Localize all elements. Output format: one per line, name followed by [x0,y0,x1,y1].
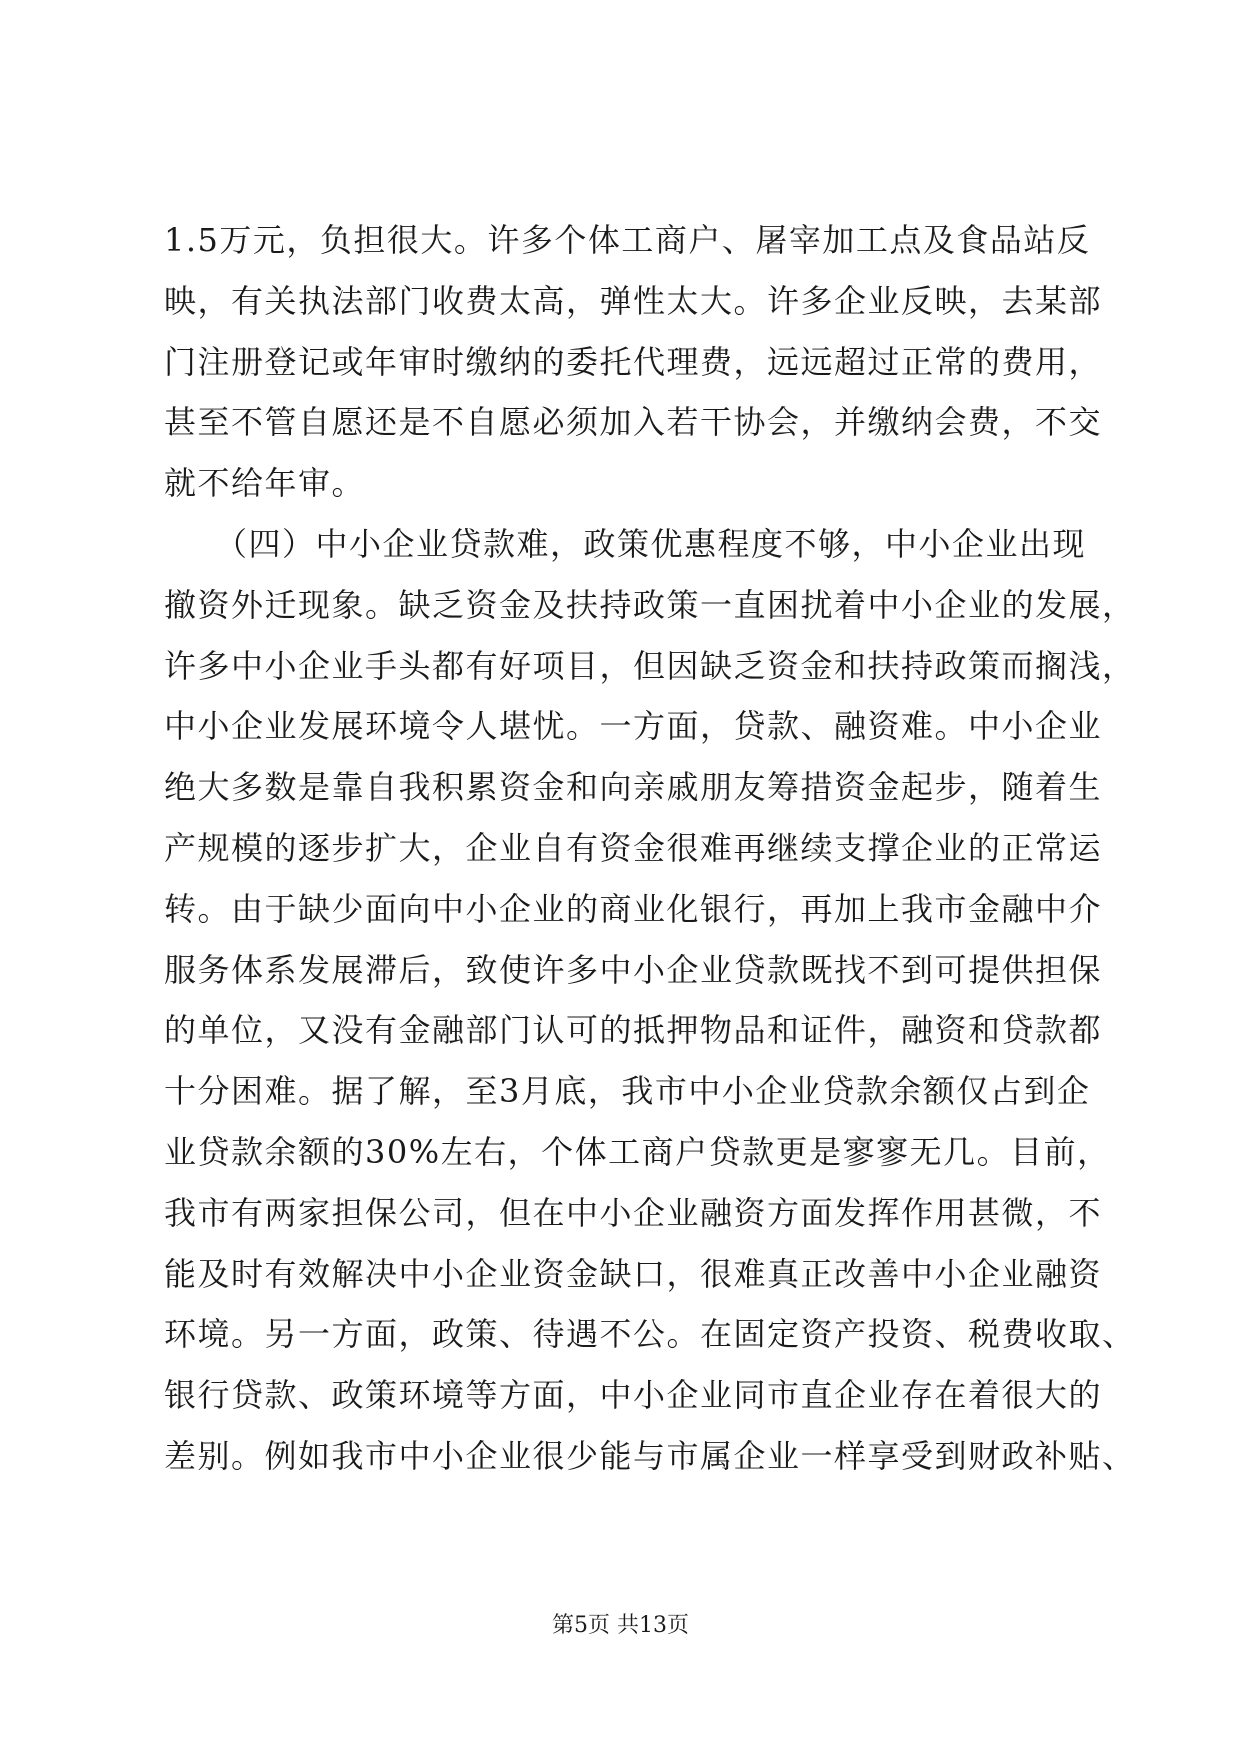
text-line: 甚至不管自愿还是不自愿必须加入若干协会，并缴纳会费，不交 [164,403,1103,442]
text-line: 门注册登记或年审时缴纳的委托代理费，远远超过正常的费用， [164,342,1103,381]
text-line: 绝大多数是靠自我积累资金和向亲戚朋友筹措资金起步，随着生 [164,768,1103,807]
text-line: 我市有两家担保公司，但在中小企业融资方面发挥作用甚微，不 [164,1193,1103,1232]
text-line: 业贷款余额的30%左右，个体工商户贷款更是寥寥无几。目前， [164,1132,1111,1171]
section-heading-line: （四）中小企业贷款难，政策优惠程度不够，中小企业出现 [164,524,1087,563]
text-line: 能及时有效解决中小企业资金缺口，很难真正改善中小企业融资 [164,1254,1103,1293]
text-line: 差别。例如我市中小企业很少能与市属企业一样享受到财政补贴、 [164,1436,1136,1475]
text-line: 中小企业发展环境令人堪忧。一方面，贷款、融资难。中小企业 [164,707,1103,746]
text-line: 产规模的逐步扩大，企业自有资金很难再继续支撑企业的正常运 [164,828,1103,867]
text-line: 许多中小企业手头都有好项目，但因缺乏资金和扶持政策而搁浅， [164,646,1136,685]
text-line: 就不给年审。 [164,464,366,503]
text-line: 1.5万元，负担很大。许多个体工商户、屠宰加工点及食品站反 [164,221,1091,259]
text-line: 的单位，又没有金融部门认可的抵押物品和证件，融资和贷款都 [164,1011,1103,1050]
text-line: 十分困难。据了解，至3月底，我市中小企业贷款余额仅占到企 [164,1072,1091,1111]
text-line: 服务体系发展滞后，致使许多中小企业贷款既找不到可提供担保 [164,950,1103,989]
text-line: 撤资外迁现象。缺乏资金及扶持政策一直困扰着中小企业的发展， [164,585,1136,624]
text-line: 环境。另一方面，政策、待遇不公。在固定资产投资、税费收取、 [164,1315,1136,1354]
page-number-footer: 第5页 共13页 [552,1613,689,1638]
body-text [164,210,1136,1487]
text-line: 转。由于缺少面向中小企业的商业化银行，再加上我市金融中介 [164,889,1103,928]
text-line: 银行贷款、政策环境等方面，中小企业同市直企业存在着很大的 [164,1376,1103,1415]
text-line: 映，有关执法部门收费太高，弹性太大。许多企业反映，去某部 [164,281,1103,320]
